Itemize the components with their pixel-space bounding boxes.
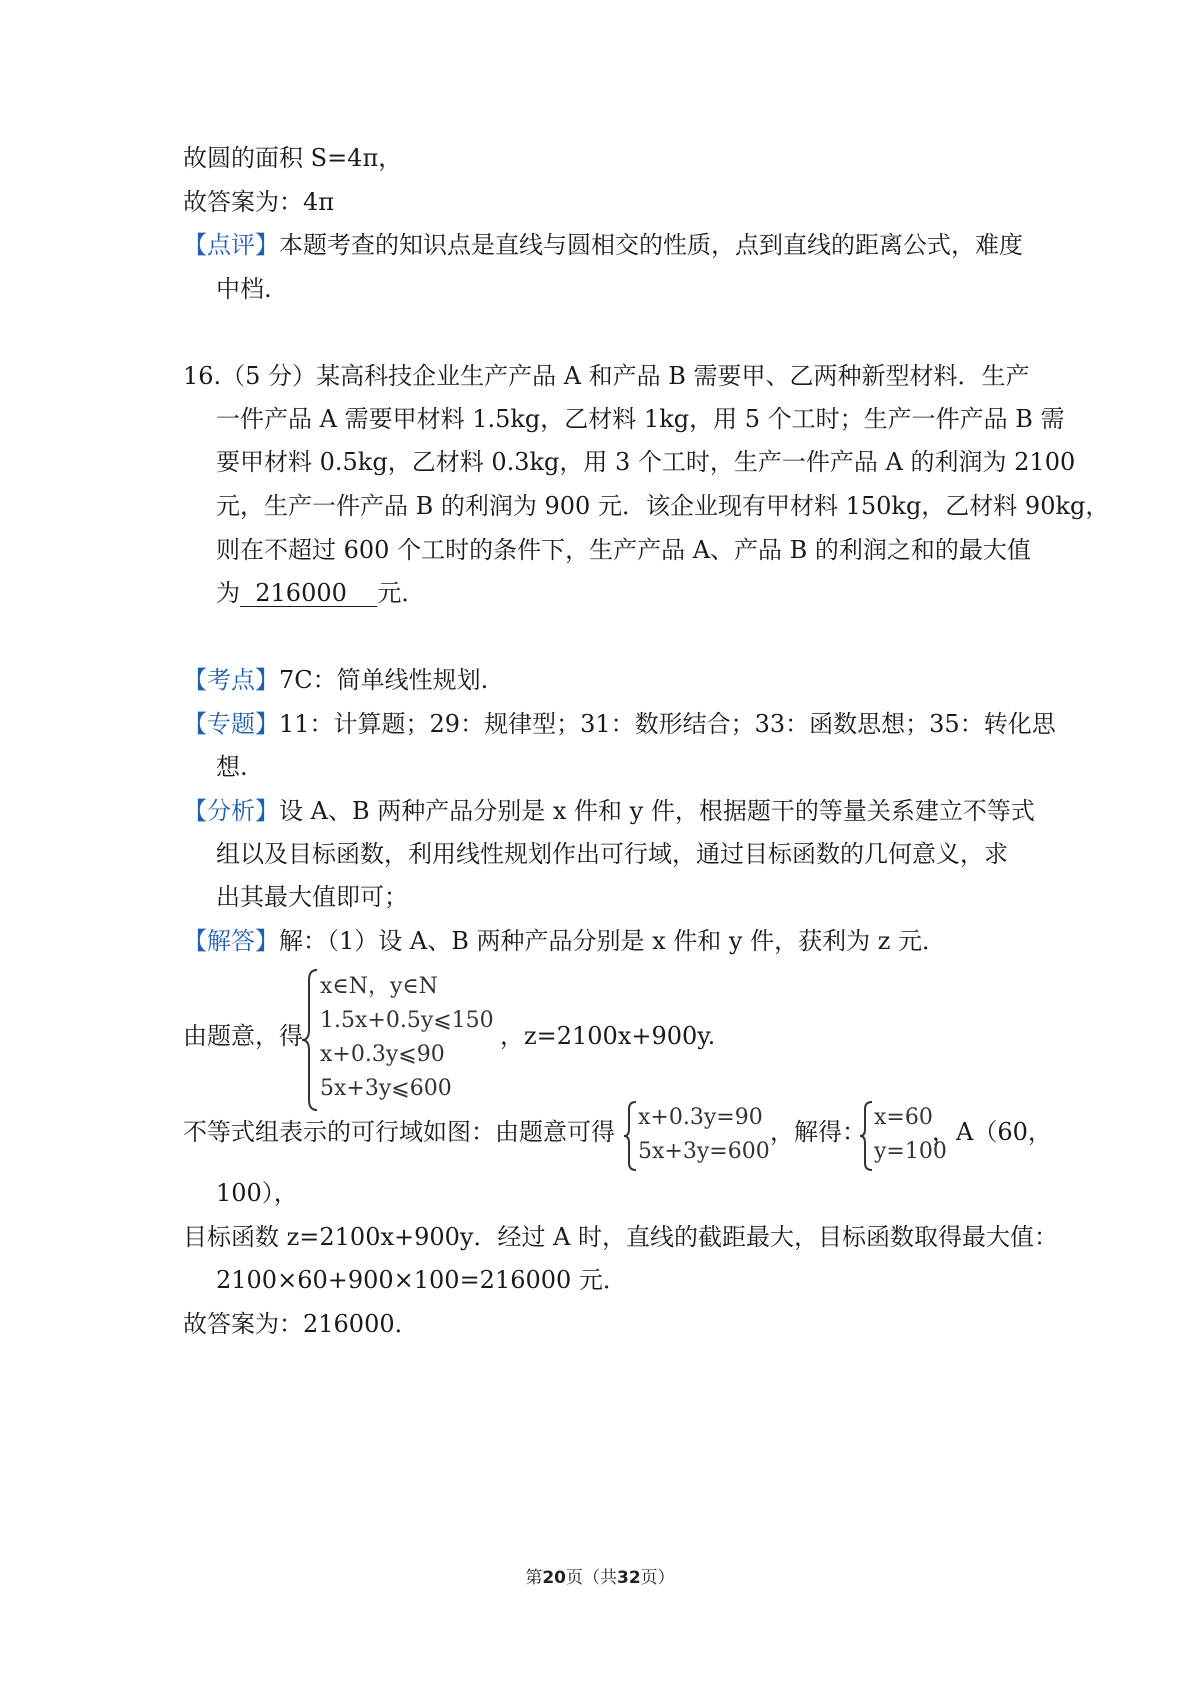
page-total: 32 <box>617 1568 641 1588</box>
footer-text: 第 <box>525 1568 543 1588</box>
text: 为 <box>216 579 240 607</box>
equation-line: x+0.3y⩽90 <box>320 1042 445 1067</box>
kaodian-tag: 【考点】 <box>183 666 279 694</box>
text-line: 由题意，得 <box>183 1022 303 1050</box>
left-brace-icon <box>858 1100 874 1172</box>
comment-line <box>183 230 1023 260</box>
kaodian-text: 7C：简单线性规划. <box>279 666 489 694</box>
text-line: 故答案为：216000． <box>183 1310 419 1338</box>
left-brace-icon <box>622 1100 638 1172</box>
text-line: 不等式组表示的可行域如图：由题意可得 <box>183 1118 615 1146</box>
fenxi-line <box>183 796 1035 826</box>
question-line: 则在不超过 600 个工时的条件下，生产产品 A、产品 B 的利润之和的最大值 <box>216 536 1031 564</box>
equation-line: 5x+3y⩽600 <box>320 1076 452 1101</box>
equation-line: x∈N，y∈N <box>320 974 438 999</box>
page-number: 20 <box>542 1568 566 1588</box>
text-line: ，A（60， <box>932 1118 1052 1146</box>
comment-tag: 【点评】 <box>183 231 279 259</box>
text-line: 中档. <box>216 275 272 303</box>
text-line: 想. <box>216 753 248 781</box>
text-line: 组以及目标函数，利用线性规划作出可行域，通过目标函数的几何意义，求 <box>216 840 1008 868</box>
kaodian-line <box>183 665 488 695</box>
zhuanti-text: 11：计算题；29：规律型；31：数形结合；33：函数思想；35：转化思 <box>279 710 1056 738</box>
text-line: ，z=2100x+900y. <box>500 1022 716 1050</box>
question-line <box>216 578 425 608</box>
text-line: ，解得： <box>770 1118 866 1146</box>
text-line: 出其最大值即可； <box>216 883 408 911</box>
question-line: 一件产品 A 需要甲材料 1.5kg，乙材料 1kg，用 5 个工时；生产一件产品 B 需 <box>216 405 1065 433</box>
footer-text: 页） <box>640 1568 675 1588</box>
equation-line: x+0.3y=90 <box>638 1105 763 1130</box>
answer-value: 216000 <box>255 579 347 607</box>
equation-line: 5x+3y=600 <box>638 1139 770 1164</box>
zhuanti-line <box>183 709 1056 739</box>
text-line: 故答案为：4π <box>183 188 335 216</box>
text-line: 2100×60+900×100=216000 元． <box>216 1266 627 1294</box>
footer-text: 页（共 <box>566 1568 617 1588</box>
equation-line: x=60 <box>874 1105 933 1130</box>
jieda-tag: 【解答】 <box>183 927 279 955</box>
text-line: 100）， <box>216 1179 298 1207</box>
fenxi-tag: 【分析】 <box>183 797 279 825</box>
text: 元． <box>377 579 426 607</box>
page-footer <box>0 1563 1200 1588</box>
jieda-text: 解：（1）设 A、B 两种产品分别是 x 件和 y 件，获利为 z 元． <box>279 927 947 955</box>
left-brace-icon <box>300 968 320 1112</box>
question-line: 16.（5 分）某高科技企业生产产品 A 和产品 B 需要甲、乙两种新型材料．生产 <box>183 362 1030 390</box>
equation-line: 1.5x+0.5y⩽150 <box>320 1008 494 1033</box>
answer-blank <box>240 579 377 607</box>
zhuanti-tag: 【专题】 <box>183 710 279 738</box>
question-line: 元，生产一件产品 B 的利润为 900 元．该企业现有甲材料 150kg，乙材料 90kg， <box>216 492 1110 520</box>
text-line: 故圆的面积 S=4π， <box>183 144 403 172</box>
fenxi-text: 设 A、B 两种产品分别是 x 件和 y 件，根据题干的等量关系建立不等式 <box>279 797 1035 825</box>
equation-line: y=100 <box>874 1139 947 1164</box>
question-line: 要甲材料 0.5kg，乙材料 0.3kg，用 3 个工时，生产一件产品 A 的利润为 2100 <box>216 448 1076 476</box>
comment-text: 本题考查的知识点是直线与圆相交的性质，点到直线的距离公式，难度 <box>279 231 1023 259</box>
text-line: 目标函数 z=2100x+900y．经过 A 时，直线的截距最大，目标函数取得最大值： <box>183 1223 1059 1251</box>
jieda-line <box>183 926 946 956</box>
